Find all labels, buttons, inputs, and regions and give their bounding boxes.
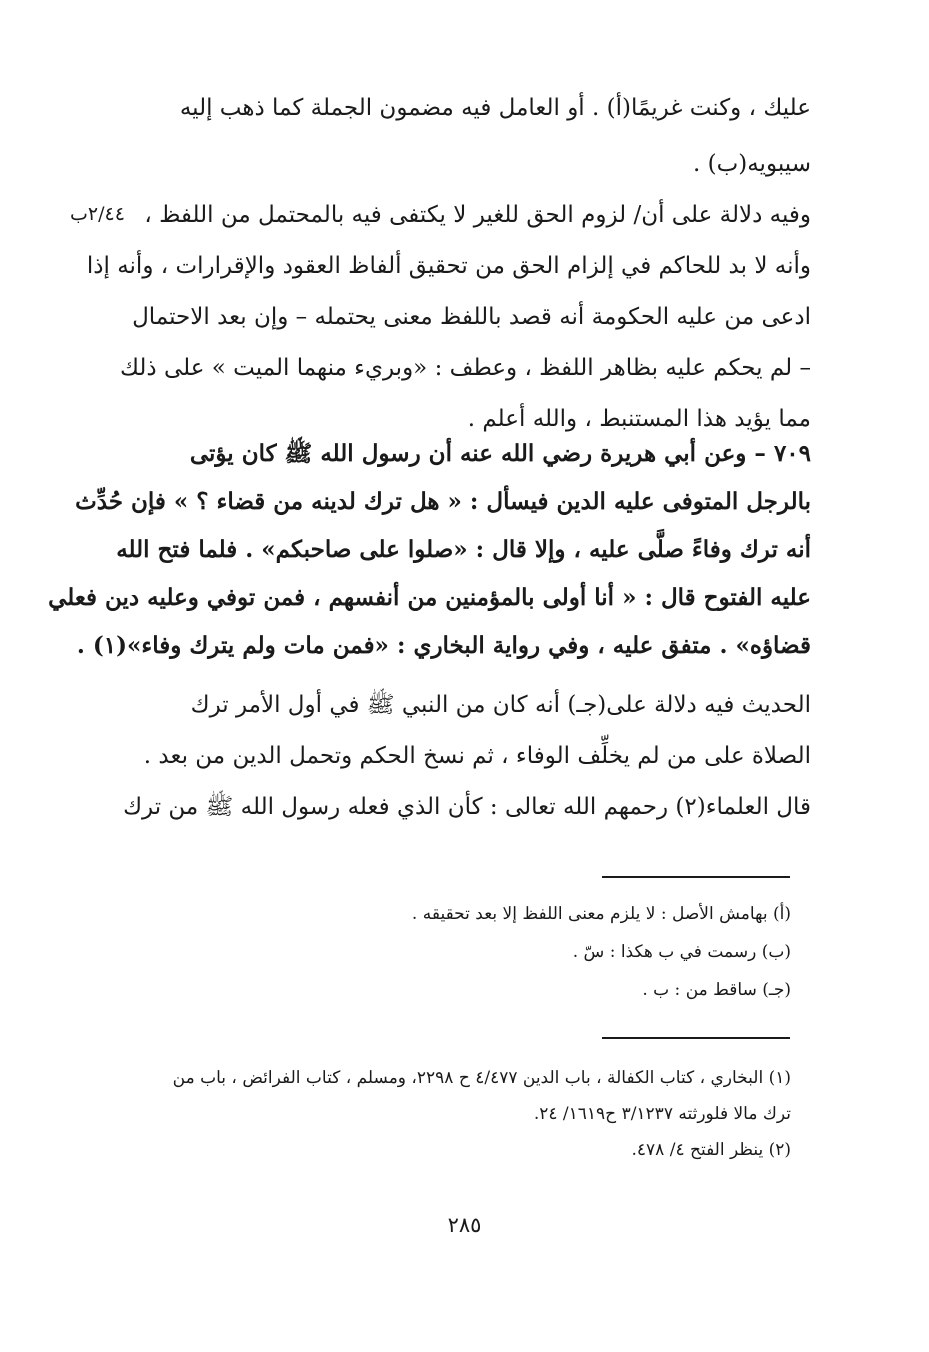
text-line: الحديث فيه دلالة على(جـ) أنه كان من النبي ﷺ في أول الأمر ترك xyxy=(190,692,811,718)
text-line: مما يؤيد هذا المستنبط ، والله أعلم . xyxy=(467,406,811,432)
text-line: سيبويه(ب) . xyxy=(693,151,811,177)
text-line: وفيه دلالة على أن/ لزوم الحق للغير لا يكتفى فيه بالمحتمل من اللفظ ، xyxy=(144,202,811,228)
footnote: (١) البخاري ، كتاب الكفالة ، باب الدين ٤/٤٧٧ ح ٢٢٩٨، ومسلم ، كتاب الفرائض ، باب من xyxy=(172,1068,791,1088)
page-number: ٢٨٥ xyxy=(447,1213,482,1237)
reference-notes xyxy=(120,1060,791,1168)
text-line: بالرجل المتوفى عليه الدين فيسأل : « هل ترك لدينه من قضاء ؟ » فإن حُدِّث xyxy=(75,488,811,515)
footnote: (ب) رسمت في ب هكذا : سّ . xyxy=(572,942,791,962)
footnote: (٢) ينظر الفتح ٤/ ٤٧٨. xyxy=(631,1140,791,1160)
text-line: الصلاة على من لم يخلِّف الوفاء ، ثم نسخ الحكم وتحمل الدين من بعد . xyxy=(143,743,811,769)
footnote: (جـ) ساقط من : ب . xyxy=(642,980,791,1000)
footnote-divider xyxy=(602,1037,790,1039)
footnote: (أ) بهامش الأصل : لا يلزم معنى اللفظ إلا بعد تحقيقه . xyxy=(411,904,791,924)
text-line: عليك ، وكنت غريمًا(أ) . أو العامل فيه مضمون الجملة كما ذهب إليه xyxy=(179,95,811,121)
margin-reference: ٢/٤٤ب xyxy=(70,203,125,225)
text-line: وأنه لا بد للحاكم في إلزام الحق من تحقيق ألفاظ العقود والإقرارات ، وأنه إذا xyxy=(86,253,811,279)
text-line: ادعى من عليه الحكومة أنه قصد باللفظ معنى يحتمله – وإن بعد الاحتمال xyxy=(132,304,811,330)
hadith-paragraph xyxy=(48,430,811,670)
top-paragraph xyxy=(138,80,811,192)
footnote-divider xyxy=(602,876,790,878)
text-line: – لم يحكم عليه بظاهر اللفظ ، وعطف : «وبريء منهما الميت » على ذلك xyxy=(120,355,811,381)
text-line: قال العلماء(٢) رحمهم الله تعالى : كأن الذي فعله رسول الله ﷺ من ترك xyxy=(123,794,811,820)
manuscript-notes xyxy=(120,895,791,1009)
text-line: أنه ترك وفاءً صلَّى عليه ، وإلا قال : «صلوا على صاحبكم» . فلما فتح الله xyxy=(116,536,811,563)
text-line: ٧٠٩ – وعن أبي هريرة رضي الله عنه أن رسول الله ﷺ كان يؤتى xyxy=(189,440,811,467)
commentary-paragraph xyxy=(123,680,811,833)
text-line: قضاؤه» . متفق عليه ، وفي رواية البخاري : «فمن مات ولم يترك وفاء»(١) . xyxy=(76,632,811,659)
footnote: ترك مالا فلورثته ٣/١٢٣٧ ح١٦١٩/ ٢٤. xyxy=(533,1104,791,1124)
text-line: عليه الفتوح قال : « أنا أولى بالمؤمنين من أنفسهم ، فمن توفي وعليه دين فعلي xyxy=(48,584,811,611)
